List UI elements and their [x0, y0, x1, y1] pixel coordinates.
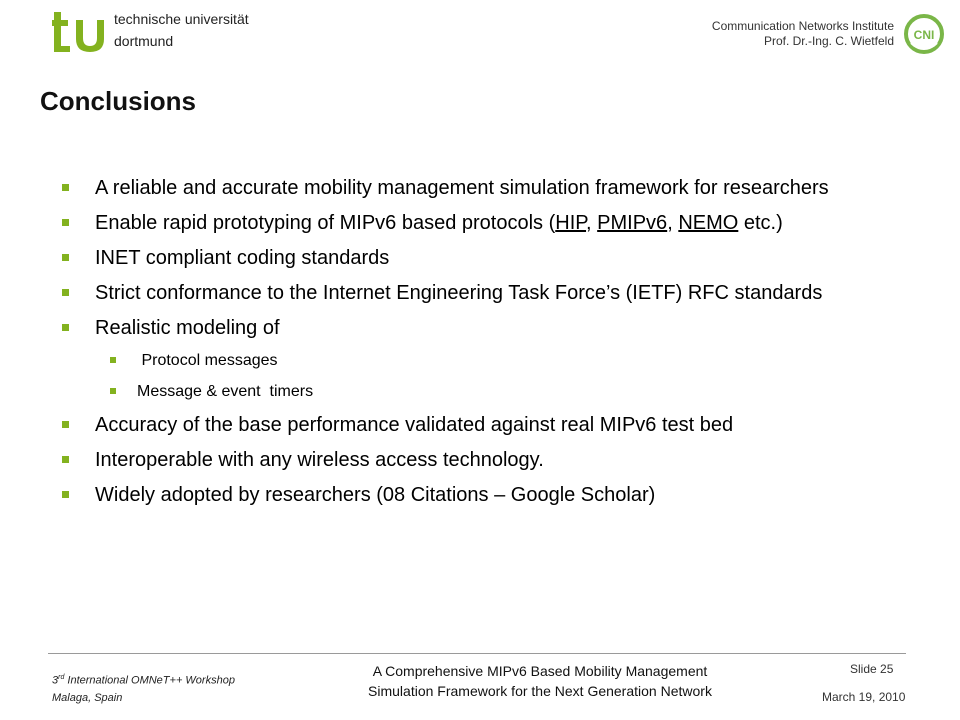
university-line-1: technische universität — [114, 11, 249, 27]
bullet-item — [60, 448, 880, 472]
bullet-square-icon — [62, 289, 69, 296]
bullet-item — [60, 176, 880, 200]
bullet-text: A reliable and accurate mobility management simulation framework for researchers — [95, 177, 829, 199]
sub-bullet-text: Message & event timers — [137, 383, 314, 400]
pmipv6-link[interactable]: PMIPv6 — [597, 212, 668, 234]
bullet-text: Realistic modeling of — [95, 317, 280, 339]
sub-bullet-text: Protocol messages — [137, 352, 278, 369]
bullet-text: Interoperable with any wireless access technology. — [95, 449, 544, 471]
bullet-item — [60, 413, 880, 437]
bullet-square-icon — [62, 324, 69, 331]
presentation-date: March 19, 2010 — [822, 690, 906, 704]
bullet-text: Enable rapid prototyping of MIPv6 based protocols ( — [95, 212, 556, 234]
workshop-title: International OMNeT++ Workshop — [64, 674, 235, 687]
bullet-square-icon — [62, 219, 69, 226]
bullet-square-icon — [62, 184, 69, 191]
bullet-square-icon — [62, 421, 69, 428]
sub-bullet-item — [60, 382, 880, 402]
bullet-square-icon — [110, 388, 116, 394]
footer-divider — [48, 653, 906, 654]
workshop-ordinal-suffix: rd — [58, 674, 65, 681]
bullet-item — [60, 316, 880, 340]
university-line-2: dortmund — [114, 33, 174, 49]
sub-bullet-item — [60, 351, 880, 371]
bullet-list — [60, 176, 880, 518]
bullet-square-icon — [62, 456, 69, 463]
institute-name: Communication Networks Institute — [711, 19, 894, 33]
presentation-title-line-1: A Comprehensive MIPv6 Based Mobility Management — [372, 663, 708, 679]
institute-block — [712, 19, 894, 49]
bullet-text: INET compliant coding standards — [95, 247, 390, 269]
svg-text:CNI: CNI — [913, 28, 935, 42]
bullet-square-icon — [62, 491, 69, 498]
presentation-title — [330, 661, 750, 701]
nemo-link[interactable]: NEMO — [678, 212, 739, 234]
workshop-name — [52, 669, 235, 690]
cni-logo — [903, 13, 945, 55]
bullet-text-suffix: etc.) — [738, 212, 783, 234]
bullet-item — [60, 281, 880, 305]
tu-logo — [52, 12, 106, 52]
bullet-item — [60, 211, 880, 235]
workshop-location: Malaga, Spain — [52, 691, 123, 704]
bullet-text: Strict conformance to the Internet Engineering Task Force’s (IETF) RFC standards — [95, 282, 823, 304]
bullet-item — [60, 483, 880, 507]
slide-title: Conclusions — [40, 86, 197, 116]
slide-number: Slide 25 — [850, 662, 894, 676]
workshop-ordinal: 3 — [52, 674, 59, 687]
bullet-text: Accuracy of the base performance validated against real MIPv6 test bed — [95, 414, 734, 436]
professor-name: Prof. Dr.-Ing. C. Wietfeld — [763, 34, 894, 48]
separator: , — [667, 212, 679, 234]
hip-link[interactable]: HIP — [555, 212, 587, 234]
bullet-item — [60, 246, 880, 270]
university-name — [114, 8, 249, 52]
presentation-title-line-2: Simulation Framework for the Next Generation Network — [368, 683, 712, 699]
separator: , — [586, 212, 598, 234]
bullet-text: Widely adopted by researchers (08 Citations – Google Scholar) — [95, 484, 656, 506]
bullet-square-icon — [62, 254, 69, 261]
bullet-square-icon — [110, 357, 116, 363]
workshop-info — [52, 669, 235, 707]
